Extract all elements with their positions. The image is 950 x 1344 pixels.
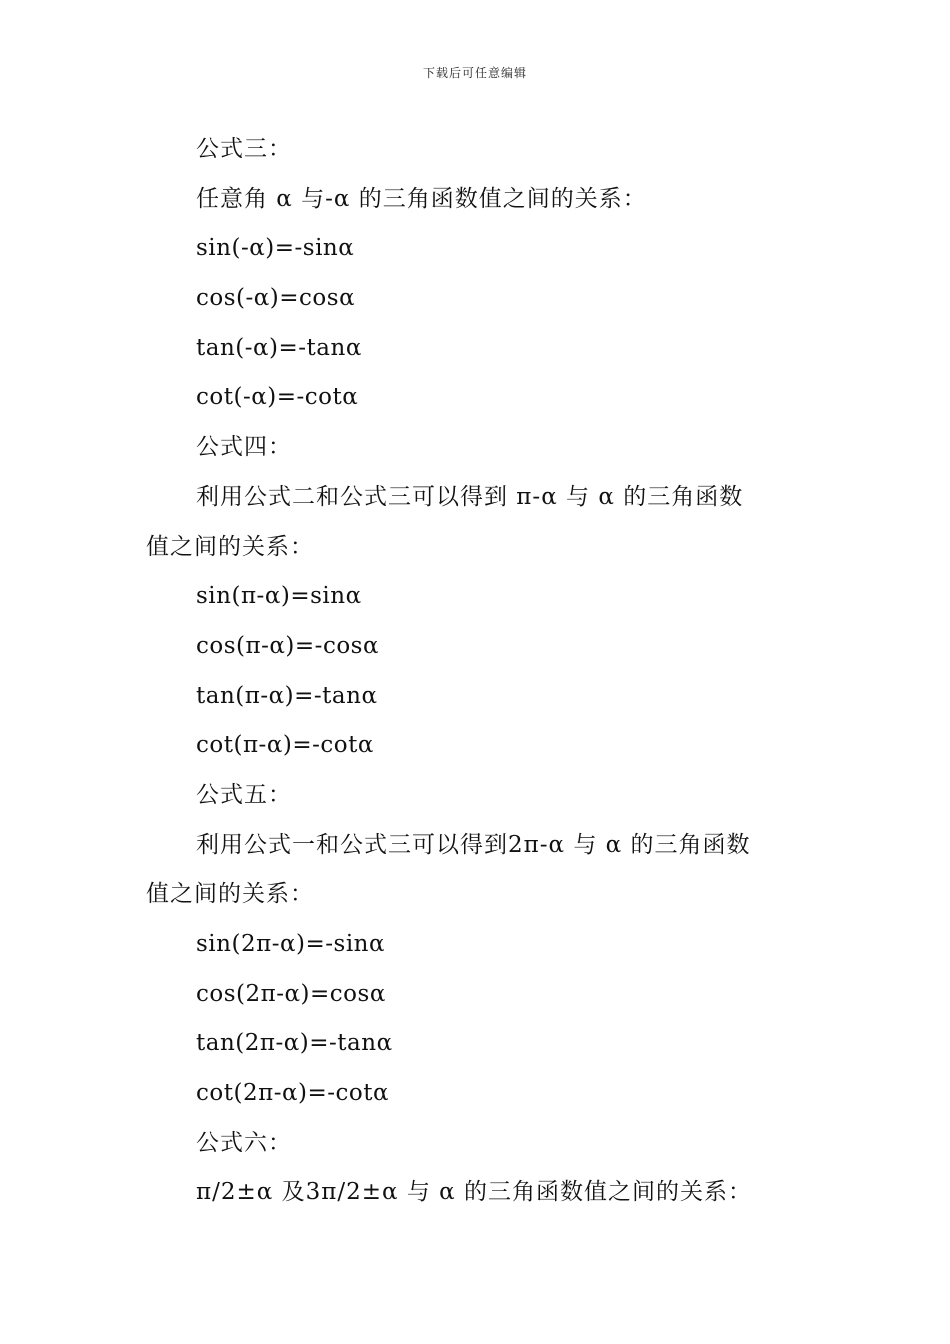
formula-line: cot(2π-α)=-cotα <box>196 1080 390 1107</box>
paragraph-continuation-line: 值之间的关系： <box>146 533 314 560</box>
formula-line: cos(-α)=cosα <box>196 285 356 312</box>
formula-line: sin(2π-α)=-sinα <box>196 931 386 957</box>
formula-line: sin(π-α)=sinα <box>196 583 362 610</box>
formula-line: tan(2π-α)=-tanα <box>196 1030 393 1057</box>
formula-line: cos(π-α)=-cosα <box>196 632 380 659</box>
page-header: 下载后可任意编辑 <box>422 66 527 80</box>
document-body <box>0 125 950 1218</box>
section-heading-formula-4: 公式四： <box>196 434 292 461</box>
paragraph-continuation-line: 值之间的关系： <box>146 881 314 908</box>
formula-line: cos(2π-α)=cosα <box>196 980 386 1007</box>
formula-line: tan(π-α)=-tanα <box>196 682 378 709</box>
section-heading-formula-3: 公式三： <box>196 136 292 162</box>
paragraph-line: 利用公式一和公式三可以得到2π-α 与 α 的三角函数 <box>196 831 751 858</box>
paragraph-line: 任意角 α 与-α 的三角函数值之间的关系： <box>196 185 647 212</box>
section-heading-formula-6: 公式六： <box>196 1129 292 1156</box>
paragraph-line: 利用公式二和公式三可以得到 π-α 与 α 的三角函数 <box>196 483 744 510</box>
paragraph-line: π/2±α 及3π/2±α 与 α 的三角函数值之间的关系： <box>196 1179 753 1206</box>
formula-line: tan(-α)=-tanα <box>196 334 362 361</box>
formula-line: cot(-α)=-cotα <box>196 384 359 411</box>
section-heading-formula-5: 公式五： <box>196 781 292 808</box>
formula-line: cot(π-α)=-cotα <box>196 732 374 759</box>
formula-line: sin(-α)=-sinα <box>196 235 355 262</box>
